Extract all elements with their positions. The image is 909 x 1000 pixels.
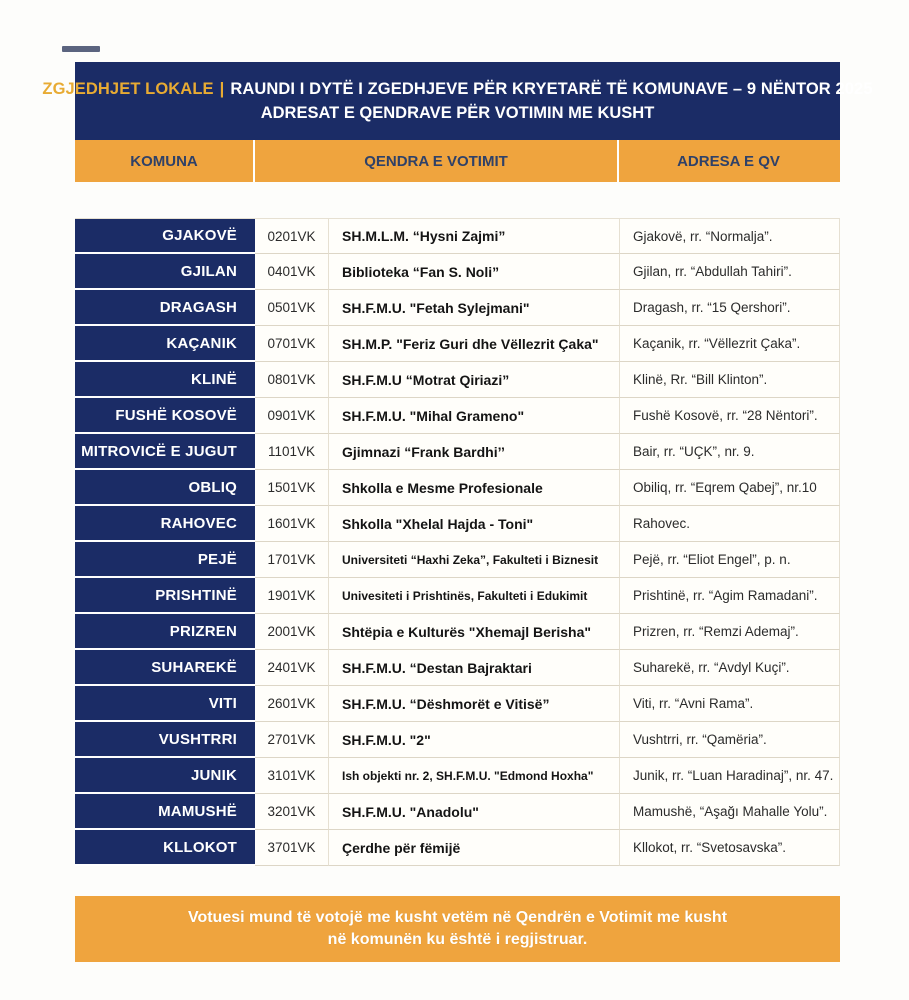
address-cell: Gjakovë, rr. “Normalja”.: [620, 218, 840, 254]
title-banner: [42, 62, 873, 140]
voting-center-cell: Ish objekti nr. 2, SH.F.M.U. "Edmond Hoxha": [329, 758, 620, 794]
address-cell: Rahovec.: [620, 506, 840, 542]
address-cell: Junik, rr. “Luan Haradinaj”, nr. 47.: [620, 758, 840, 794]
vk-code-cell: 3201VK: [255, 794, 329, 830]
voting-center-cell: SH.F.M.U. “Destan Bajraktari: [329, 650, 620, 686]
municipality-cell: SUHAREKË: [75, 650, 255, 686]
municipality-cell: JUNIK: [75, 758, 255, 794]
vk-code-cell: 1701VK: [255, 542, 329, 578]
vk-code-cell: 0801VK: [255, 362, 329, 398]
municipality-cell: GJILAN: [75, 254, 255, 290]
municipality-cell: VITI: [75, 686, 255, 722]
table-row: [75, 542, 840, 578]
table-row: [75, 506, 840, 542]
table-row: [75, 830, 840, 866]
voting-center-cell: SH.F.M.U. "2": [329, 722, 620, 758]
voting-center-cell: SH.F.M.U “Motrat Qiriazi”: [329, 362, 620, 398]
title-highlight: ZGJEDHJET LOKALE: [42, 79, 214, 98]
vk-code-cell: 0201VK: [255, 218, 329, 254]
poster-title: [42, 80, 872, 99]
table-row: [75, 794, 840, 830]
municipality-cell: KLINË: [75, 362, 255, 398]
address-cell: Bair, rr. “UÇK”, nr. 9.: [620, 434, 840, 470]
municipality-cell: PRISHTINË: [75, 578, 255, 614]
municipality-cell: MITROVICË E JUGUT: [75, 434, 255, 470]
municipality-cell: KAÇANIK: [75, 326, 255, 362]
scan-artifact: [62, 46, 100, 52]
address-cell: Vushtrri, rr. “Qamëria”.: [620, 722, 840, 758]
municipality-cell: OBLIQ: [75, 470, 255, 506]
column-header-komuna: KOMUNA: [75, 140, 255, 182]
poster-subtitle: ADRESAT E QENDRAVE PËR VOTIMIN ME KUSHT: [260, 103, 655, 122]
table-row: [75, 362, 840, 398]
vk-code-cell: 2001VK: [255, 614, 329, 650]
title-separator: |: [219, 79, 225, 98]
table-row: [75, 398, 840, 434]
municipality-cell: PEJË: [75, 542, 255, 578]
vk-code-cell: 0401VK: [255, 254, 329, 290]
table-row: [75, 470, 840, 506]
vk-code-cell: 0701VK: [255, 326, 329, 362]
vk-code-cell: 2401VK: [255, 650, 329, 686]
municipality-cell: GJAKOVË: [75, 218, 255, 254]
voting-table: [75, 218, 840, 866]
column-header-qendra: QENDRA E VOTIMIT: [255, 140, 619, 182]
footer-note: [75, 896, 840, 962]
voting-center-cell: SH.F.M.U. "Anadolu": [329, 794, 620, 830]
vk-code-cell: 2701VK: [255, 722, 329, 758]
table-row: [75, 686, 840, 722]
address-cell: Pejë, rr. “Eliot Engel”, p. n.: [620, 542, 840, 578]
vk-code-cell: 1601VK: [255, 506, 329, 542]
address-cell: Mamushë, “Aşağı Mahalle Yolu”.: [620, 794, 840, 830]
municipality-cell: DRAGASH: [75, 290, 255, 326]
vk-code-cell: 3701VK: [255, 830, 329, 866]
vk-code-cell: 0501VK: [255, 290, 329, 326]
voting-center-cell: Univesiteti i Prishtinës, Fakulteti i Edukimit: [329, 578, 620, 614]
vk-code-cell: 2601VK: [255, 686, 329, 722]
address-cell: Kllokot, rr. “Svetosavska”.: [620, 830, 840, 866]
voting-center-cell: SH.F.M.U. "Mihal Grameno": [329, 398, 620, 434]
address-cell: Gjilan, rr. “Abdullah Tahiri”.: [620, 254, 840, 290]
municipality-cell: MAMUSHË: [75, 794, 255, 830]
voting-center-cell: Shkolla e Mesme Profesionale: [329, 470, 620, 506]
vk-code-cell: 1501VK: [255, 470, 329, 506]
voting-center-cell: Shtëpia e Kulturës "Xhemajl Berisha": [329, 614, 620, 650]
column-header-adresa: ADRESA E QV: [677, 152, 780, 170]
voting-center-cell: SH.M.P. "Feriz Guri dhe Vëllezrit Çaka": [329, 326, 620, 362]
voting-center-cell: Shkolla "Xhelal Hajda - Toni": [329, 506, 620, 542]
voting-center-cell: Gjimnazi “Frank Bardhi’’: [329, 434, 620, 470]
table-row: [75, 614, 840, 650]
municipality-cell: KLLOKOT: [75, 830, 255, 866]
voting-center-cell: Çerdhe për fëmijë: [329, 830, 620, 866]
municipality-cell: RAHOVEC: [75, 506, 255, 542]
address-cell: Kaçanik, rr. “Vëllezrit Çaka”.: [620, 326, 840, 362]
municipality-cell: FUSHË KOSOVË: [75, 398, 255, 434]
voting-center-cell: SH.F.M.U. “Dëshmorët e Vitisë”: [329, 686, 620, 722]
vk-code-cell: 3101VK: [255, 758, 329, 794]
address-cell: Fushë Kosovë, rr. “28 Nëntori”.: [620, 398, 840, 434]
municipality-cell: VUSHTRRI: [75, 722, 255, 758]
voting-center-cell: Biblioteka “Fan S. Noli”: [329, 254, 620, 290]
table-row: [75, 326, 840, 362]
footer-note-line1: Votuesi mund të votojë me kusht vetëm në Qendrën e Votimit me kusht: [187, 909, 728, 926]
table-row: [75, 434, 840, 470]
address-cell: Klinë, Rr. “Bill Klinton”.: [620, 362, 840, 398]
vk-code-cell: 0901VK: [255, 398, 329, 434]
table-row: [75, 722, 840, 758]
table-row: [75, 758, 840, 794]
address-cell: Prishtinë, rr. “Agim Ramadani”.: [620, 578, 840, 614]
table-column-header: [75, 140, 840, 182]
voting-center-cell: Universiteti “Haxhi Zeka”, Fakulteti i Biznesit: [329, 542, 620, 578]
table-row: [75, 290, 840, 326]
municipality-cell: PRIZREN: [75, 614, 255, 650]
address-cell: Viti, rr. “Avni Rama”.: [620, 686, 840, 722]
address-cell: Dragash, rr. “15 Qershori”.: [620, 290, 840, 326]
table-row: [75, 578, 840, 614]
address-cell: Prizren, rr. “Remzi Ademaj”.: [620, 614, 840, 650]
voting-center-cell: SH.M.L.M. “Hysni Zajmi”: [329, 218, 620, 254]
title-rest: RAUNDI I DYTË I ZGEDHJEVE PËR KRYETARË TË KOMUNAVE – 9 NËNTOR 2025: [230, 79, 873, 98]
vk-code-cell: 1101VK: [255, 434, 329, 470]
address-cell: Obiliq, rr. “Eqrem Qabej”, nr.10: [620, 470, 840, 506]
vk-code-cell: 1901VK: [255, 578, 329, 614]
address-cell: Suharekë, rr. “Avdyl Kuçi”.: [620, 650, 840, 686]
table-row: [75, 650, 840, 686]
table-row: [75, 254, 840, 290]
table-row: [75, 218, 840, 254]
footer-note-line2: në komunën ku është i regjistruar.: [327, 931, 588, 948]
voting-center-cell: SH.F.M.U. "Fetah Sylejmani": [329, 290, 620, 326]
